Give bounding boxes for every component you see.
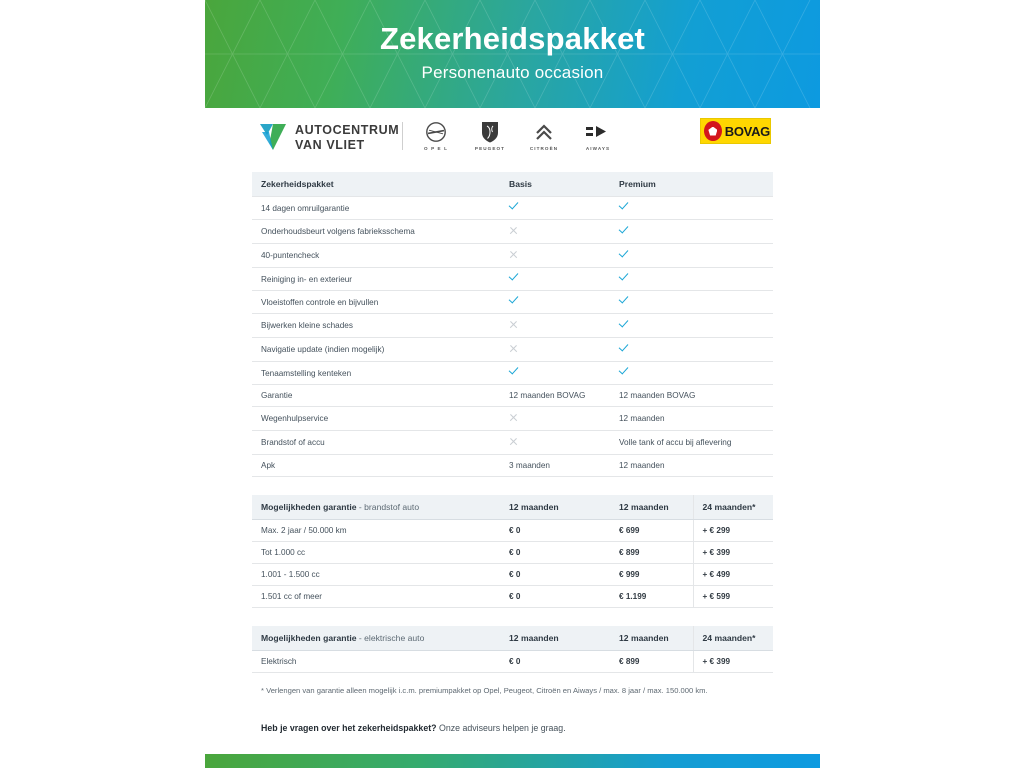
- check-icon: [619, 321, 630, 329]
- check-icon: [619, 297, 630, 305]
- row-basis: [500, 197, 610, 220]
- row-c2: € 899: [610, 542, 693, 564]
- check-icon: [619, 227, 630, 235]
- row-basis: [500, 338, 610, 362]
- warranty-electric-rows: [252, 651, 773, 673]
- check-icon: [509, 274, 520, 282]
- oem-opel-label: O P E L: [424, 146, 448, 151]
- row-premium: [610, 244, 773, 268]
- table-row: [252, 407, 773, 431]
- table-row: [252, 455, 773, 477]
- row-c2: € 899: [610, 651, 693, 673]
- table-row: [252, 362, 773, 385]
- cross-icon: [509, 250, 518, 259]
- header-feature: Zekerheidspakket: [252, 172, 500, 197]
- row-c3: + € 399: [693, 651, 773, 673]
- spacer-table-1: [252, 477, 773, 495]
- zekerheidspakket-table: [252, 172, 773, 477]
- check-icon: [619, 251, 630, 259]
- table-row: [252, 431, 773, 455]
- row-c2: € 699: [610, 520, 693, 542]
- row-basis: 3 maanden: [500, 455, 610, 477]
- table-header-row: [252, 626, 773, 651]
- warranty-fuel-col1: 12 maanden: [500, 495, 610, 520]
- dealer-logo: [258, 122, 399, 154]
- header-basis: Basis: [500, 172, 610, 197]
- warranty-fuel-rows: [252, 520, 773, 608]
- row-c3: + € 399: [693, 542, 773, 564]
- row-c3: + € 599: [693, 586, 773, 608]
- row-c2: € 1.199: [610, 586, 693, 608]
- aiways-icon: [579, 121, 617, 143]
- cross-icon: [509, 226, 518, 235]
- oem-citroen: [525, 121, 563, 151]
- spacer-table-2: [252, 608, 773, 626]
- bovag-label: BOVAG: [724, 123, 770, 139]
- check-icon: [619, 274, 630, 282]
- row-c1: € 0: [500, 586, 610, 608]
- row-basis: [500, 268, 610, 291]
- table-row: [252, 586, 773, 608]
- table-header-row: [252, 495, 773, 520]
- row-label: Reiniging in- en exterieur: [252, 268, 500, 291]
- row-label: 1.001 - 1.500 cc: [252, 564, 500, 586]
- row-c1: € 0: [500, 564, 610, 586]
- row-premium: Volle tank of accu bij aflevering: [610, 431, 773, 455]
- check-icon: [619, 368, 630, 376]
- check-icon: [509, 203, 520, 211]
- table-row: [252, 220, 773, 244]
- footer-bar: [205, 754, 820, 768]
- table-row: [252, 268, 773, 291]
- row-label: Apk: [252, 455, 500, 477]
- row-label: Wegenhulpservice: [252, 407, 500, 431]
- brand-row: [205, 108, 820, 170]
- row-label: Brandstof of accu: [252, 431, 500, 455]
- row-premium: [610, 220, 773, 244]
- warranty-electric-col3: 24 maanden*: [693, 626, 773, 651]
- table-row: [252, 651, 773, 673]
- oem-opel: [417, 121, 455, 151]
- check-icon: [509, 368, 520, 376]
- check-icon: [619, 203, 630, 211]
- row-label: Vloeistoffen controle en bijvullen: [252, 291, 500, 314]
- row-label: Onderhoudsbeurt volgens fabrieksschema: [252, 220, 500, 244]
- warranty-fuel-title-rest: - brandstof auto: [356, 502, 420, 512]
- warranty-electric-col2: 12 maanden: [610, 626, 693, 651]
- cross-icon: [509, 413, 518, 422]
- row-label: Elektrisch: [252, 651, 500, 673]
- table-row: [252, 314, 773, 338]
- row-c3: + € 299: [693, 520, 773, 542]
- oem-peugeot: [471, 121, 509, 151]
- row-c3: + € 499: [693, 564, 773, 586]
- cta-rest: Onze adviseurs helpen je graag.: [436, 722, 566, 733]
- cta-text: [252, 723, 773, 733]
- row-basis: [500, 291, 610, 314]
- row-label: Navigatie update (indien mogelijk): [252, 338, 500, 362]
- row-label: 40-puntencheck: [252, 244, 500, 268]
- row-label: Tenaamstelling kenteken: [252, 362, 500, 385]
- table-row: [252, 385, 773, 407]
- row-basis: [500, 314, 610, 338]
- warranty-electric-title: [252, 626, 500, 651]
- page-title: Zekerheidspakket: [379, 21, 646, 56]
- warranty-fuel-title-bold: Mogelijkheden garantie: [261, 502, 357, 512]
- row-label: Bijwerken kleine schades: [252, 314, 500, 338]
- row-label: Max. 2 jaar / 50.000 km: [252, 520, 500, 542]
- table-row: [252, 564, 773, 586]
- oem-peugeot-label: PEUGEOT: [474, 146, 506, 151]
- brand-divider: [402, 122, 403, 150]
- row-basis: [500, 220, 610, 244]
- row-basis: [500, 407, 610, 431]
- dealer-name-line2: VAN VLIET: [295, 138, 365, 152]
- row-basis: 12 maanden BOVAG: [500, 385, 610, 407]
- peugeot-icon: [471, 121, 509, 143]
- warranty-electric-title-rest: - elektrische auto: [356, 633, 425, 643]
- warranty-fuel-col3: 24 maanden*: [693, 495, 773, 520]
- row-premium: [610, 314, 773, 338]
- table-row: [252, 291, 773, 314]
- content-area: [252, 172, 773, 733]
- table-row: [252, 338, 773, 362]
- row-c2: € 999: [610, 564, 693, 586]
- check-icon: [619, 345, 630, 353]
- table-row: [252, 197, 773, 220]
- row-premium: 12 maanden BOVAG: [610, 385, 773, 407]
- row-premium: [610, 338, 773, 362]
- table-header-row: [252, 172, 773, 197]
- row-premium: [610, 268, 773, 291]
- row-label: Garantie: [252, 385, 500, 407]
- row-basis: [500, 362, 610, 385]
- row-c1: € 0: [500, 651, 610, 673]
- page-subtitle: Personenauto occasion: [421, 63, 604, 83]
- van-vliet-mark-icon: [258, 122, 288, 154]
- warranty-fuel-table: [252, 495, 773, 608]
- oem-aiways-label: AIWAYS: [585, 146, 611, 151]
- row-label: 1.501 cc of meer: [252, 586, 500, 608]
- oem-aiways: [579, 121, 617, 151]
- cross-icon: [509, 320, 518, 329]
- row-label: Tot 1.000 cc: [252, 542, 500, 564]
- check-icon: [509, 297, 520, 305]
- row-basis: [500, 431, 610, 455]
- oem-citroen-label: CITROËN: [529, 146, 559, 151]
- cross-icon: [509, 437, 518, 446]
- zekerheidspakket-rows: [252, 197, 773, 477]
- row-c1: € 0: [500, 520, 610, 542]
- opel-icon: [417, 121, 455, 143]
- row-premium: [610, 362, 773, 385]
- dealer-name: [295, 123, 399, 154]
- table-row: [252, 542, 773, 564]
- row-basis: [500, 244, 610, 268]
- cta-question: Heb je vragen over het zekerheidspakket?: [261, 722, 437, 733]
- table-row: [252, 244, 773, 268]
- warranty-electric-table: [252, 626, 773, 673]
- table-row: [252, 520, 773, 542]
- warranty-electric-col1: 12 maanden: [500, 626, 610, 651]
- row-premium: [610, 291, 773, 314]
- dealer-name-line1: AUTOCENTRUM: [295, 122, 400, 137]
- warranty-fuel-col2: 12 maanden: [610, 495, 693, 520]
- row-premium: [610, 197, 773, 220]
- header-banner: [205, 0, 820, 108]
- bovag-logo: [700, 118, 771, 144]
- citroen-icon: [525, 121, 563, 143]
- oem-logo-group: [417, 121, 617, 151]
- bovag-mark-icon: [704, 121, 722, 141]
- row-label: 14 dagen omruilgarantie: [252, 197, 500, 220]
- row-premium: 12 maanden: [610, 455, 773, 477]
- row-c1: € 0: [500, 542, 610, 564]
- footnote: * Verlengen van garantie alleen mogelijk i.c.m. premiumpakket op Opel, Peugeot, Citroën en Aiways / max. 8 jaar / max. 150.000 km.: [261, 686, 708, 695]
- cross-icon: [509, 344, 518, 353]
- warranty-electric-title-bold: Mogelijkheden garantie: [261, 633, 357, 643]
- warranty-fuel-title: [252, 495, 500, 520]
- header-premium: Premium: [610, 172, 773, 197]
- row-premium: 12 maanden: [610, 407, 773, 431]
